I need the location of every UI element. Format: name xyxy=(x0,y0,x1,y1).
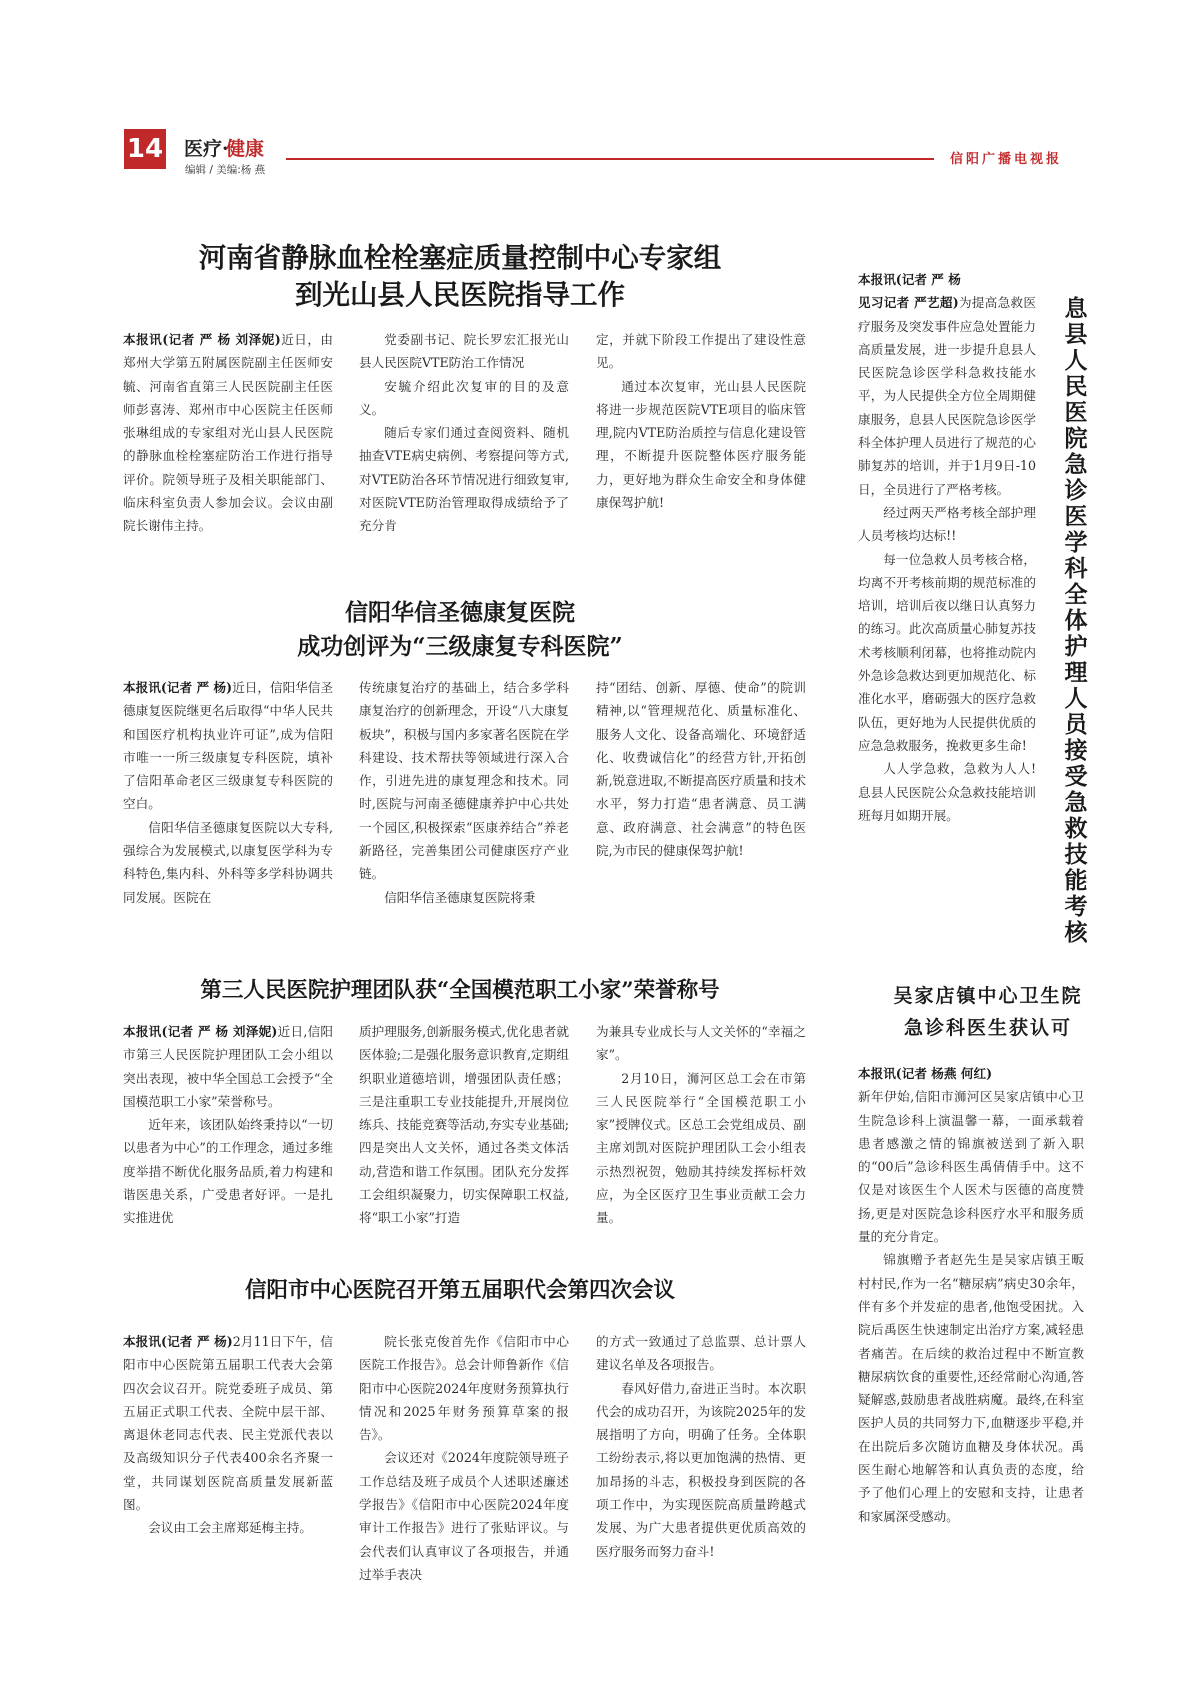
article1-paragraph: 随后专家们通过查阅资料、随机抽查VTE病史病例、考察提问等方式,对VTE防治各环节情况进行细致复审,对医院VTE防治管理取得成绩给予了充分肯 xyxy=(359,425,569,534)
article1-title-line2: 到光山县人民医院指导工作 xyxy=(295,279,625,311)
article4-column-1 xyxy=(123,1330,333,1540)
article4-paragraph: 院长张克俊首先作《信阳市中心医院工作报告》。总会计师鲁新作《信阳市中心医院2024年度财务预算执行情况和2025年财务预算草案的报告》。 xyxy=(359,1334,569,1443)
right-article2-title-line2: 急诊科医生获认可 xyxy=(903,1017,1072,1039)
article4-paragraph: 会议由工会主席郑延梅主持。 xyxy=(148,1520,312,1536)
right-article1-vertical-title: 息县人民医院急诊医学科全体护理人员接受急救技能考核 xyxy=(1064,295,1088,946)
page-number: 14 xyxy=(124,129,166,169)
article4-text: 2月11日下午，信阳市中心医院第五届职工代表大会第四次会议召开。院党委班子成员、第五届正式职工代表、全院中层干部、离退休老同志代表、民主党派代表以及高级知识分子代表400余名齐聚一堂，共同谋划医院高质量发展新蓝图。 xyxy=(123,1334,334,1513)
right-article1-text: 为提高急救医疗服务及突发事件应急处置能力高质量发展，进一步提升息县人民医院急诊医学科急救技能水平，为人民提供全方位全周期健康服务，息县人民医院急诊医学科全体护理人员进行了规范的心肺复苏的培训，并于1月9日-10日，全员进行了严格考核。 xyxy=(858,295,1036,497)
article2-column-3 xyxy=(596,676,806,862)
right-article2-paragraph: 锦旗赠予者赵先生是吴家店镇王畈村村民,作为一名“糖尿病”病史30余年，伴有多个并发症的患者,他饱受困扰。入院后禹医生快速制定出治疗方案,减轻患者痛苦。在后续的救治过程中不断宣教糖尿病饮食的重要性,还经常耐心沟通,答疑解惑,鼓励患者战胜病魔。最终,在科室医护人员的共同努力下,血糖逐步平稳,并在出院后多次随访血糖及身体状况。禹医生耐心地解答和认真负责的态度，给予了他们心理上的安慰和支持，让患者和家属深受感动。 xyxy=(858,1252,1084,1524)
right-article2-byline: 本报讯(记者 杨燕 何红) xyxy=(858,1066,993,1081)
article3-text: 近日,信阳市第三人民医院护理团队工会小组以突出表现，被中华全国总工会授予“全国模范职工小家”荣誉称号。 xyxy=(123,1024,333,1109)
article1-title-line1: 河南省静脉血栓栓塞症质量控制中心专家组 xyxy=(198,242,722,274)
article3-column-3 xyxy=(596,1020,806,1230)
right-article1-paragraph: 经过两天严格考核全部护理人员考核均达标!! xyxy=(858,504,1036,544)
section-name-accent: 健康 xyxy=(226,138,265,160)
article4-paragraph: 春风好借力,奋进正当时。本次职代会的成功召开，为该院2025年的发展指明了方向，明确了任务。全体职工纷纷表示,将以更加饱满的热情、更加昂扬的斗志，积极投身到医院的各项工作中，为实现医院高质量跨越式发展、为广大患者提供更优质高效的医疗服务而努力奋斗! xyxy=(596,1380,806,1559)
article2-title-line2: 成功创评为“三级康复专科医院” xyxy=(297,633,623,660)
right-article1-byline-a: 本报讯(记者 严 杨 xyxy=(858,272,961,287)
article1-paragraph: 定，并就下阶段工作提出了建设性意见。 xyxy=(596,332,806,371)
article2-headline xyxy=(120,596,800,664)
right-article1-body xyxy=(858,268,1036,827)
article3-byline: 本报讯(记者 严 杨 刘泽妮) xyxy=(123,1024,278,1039)
right-article2-headline xyxy=(858,980,1118,1044)
article2-paragraph: 持“团结、创新、厚德、使命”的院训精神,以“管理规范化、质量标准化、服务人文化、设备高端化、环境舒适化、收费诚信化”的经营方针,开拓创新,锐意进取,不断提高医疗质量和技术水平，努力打造“患者满意、员工满意、政府满意、社会满意”的特色医院,为市民的健康保驾护航! xyxy=(596,680,806,859)
right-article2-paragraph: 新年伊始,信阳市浉河区吴家店镇中心卫生院急诊科上演温馨一幕，一面承载着患者感激之情的锦旗被送到了新入职的“00后”急诊科医生禹倩倩手中。这不仅是对该医生个人医术与医德的高度赞扬,更是对医院急诊科医疗水平和服务质量的充分肯定。 xyxy=(858,1089,1084,1245)
editor-credit: 编辑 / 美编:杨 燕 xyxy=(185,164,266,176)
article3-title: 第三人民医院护理团队获“全国模范职工小家”荣誉称号 xyxy=(200,978,720,1003)
article2-paragraph: 传统康复治疗的基础上，结合多学科康复治疗的创新理念，开设“八大康复板块”，积极与国内多家著名医院在学科建设、技术帮扶等领域进行深入合作，引进先进的康复理念和技术。同时,医院与河南圣德健康养护中心共处一个园区,积极探索“医康养结合”养老新路径，完善集团公司健康医疗产业链。 xyxy=(359,680,569,882)
article1-paragraph: 安毓介绍此次复审的目的及意义。 xyxy=(359,378,569,417)
article3-column-2 xyxy=(359,1020,569,1230)
header-rule xyxy=(286,158,934,160)
article2-title-line1: 信阳华信圣德康复医院 xyxy=(345,599,575,626)
right-article1-paragraph: 人人学急救，急救为人人!息县人民医院公众急救技能培训班每月如期开展。 xyxy=(858,761,1036,823)
article2-paragraph: 信阳华信圣德康复医院将秉 xyxy=(384,889,536,905)
right-article2-title-line1: 吴家店镇中心卫生院 xyxy=(893,985,1083,1007)
article4-paragraph: 的方式一致通过了总监票、总计票人建议名单及各项报告。 xyxy=(596,1334,806,1373)
section-name: 医疗· xyxy=(184,138,229,160)
article1-headline xyxy=(120,240,800,314)
article3-paragraph: 2月10日，浉河区总工会在市第三人民医院举行“全国模范职工小家”授牌仪式。区总工会党组成员、副主席刘凯对医院护理团队工会小组表示热烈祝贺，勉励其持续发挥标杆效应，为全区医疗卫生事业贡献工会力量。 xyxy=(596,1070,806,1226)
article3-paragraph: 近年来，该团队始终秉持以“一切以患者为中心”的工作理念，通过多维度举措不断优化服务品质,着力构建和谐医患关系，广受患者好评。一是扎实推进优 xyxy=(123,1117,333,1226)
article1-byline: 本报讯(记者 严 杨 刘泽妮) xyxy=(123,332,281,347)
article3-headline xyxy=(120,975,800,1007)
newspaper-name: 信阳广播电视报 xyxy=(950,152,1063,167)
right-article2-body xyxy=(858,1062,1084,1528)
article1-paragraph: 党委副书记、院长罗宏汇报光山县人民医院VTE防治工作情况 xyxy=(359,332,569,371)
article3-paragraph: 质护理服务,创新服务模式,优化患者就医体验;二是强化服务意识教育,定期组织职业道德培训，增强团队责任感；三是注重职工专业技能提升,开展岗位练兵、技能竞赛等活动,夯实专业基础;四是突出人文关怀，通过各类文体活动,营造和谐工作氛围。团队充分发挥工会组织凝聚力，切实保障职工权益,将“职工小家”打造 xyxy=(359,1024,569,1226)
article2-byline: 本报讯(记者 严 杨) xyxy=(123,680,233,695)
article1-paragraph: 通过本次复审，光山县人民医院将进一步规范医院VTE项目的临床管理,院内VTE防治质控与信息化建设管理，不断提升医院整体医疗服务能力，更好地为群众生命安全和身体健康保驾护航! xyxy=(596,378,806,511)
right-article1-byline-b: 见习记者 严艺超) xyxy=(858,295,959,311)
article2-text: 近日，信阳华信圣德康复医院继更名后取得“中华人民共和国医疗机构执业许可证”,成为信阳市唯一一所三级康复专科医院，填补了信阳革命老区三级康复专科医院的空白。 xyxy=(123,680,334,812)
right-article1-paragraph: 每一位急救人员考核合格，均离不开考核前期的规范标准的培训，培训后夜以继日认真努力的练习。此次高质量心肺复苏技术考核顺利闭幕，也将推动院内外急诊急救达到更加规范化、标准化水平，磨砺强大的医疗急救队伍，更好地为人民提供优质的应急急救服务，挽救更多生命! xyxy=(858,551,1036,753)
article4-headline xyxy=(120,1275,800,1307)
article1-text: 近日，由郑州大学第五附属医院副主任医师安毓、河南省直第三人民医院副主任医师彭喜涛、郑州市中心医院主任医师张琳组成的专家组对光山县人民医院的静脉血栓栓塞症防治工作进行指导评价。院领导班子及相关职能部门、临床科室负责人参加会议。会议由副院长谢伟主持。 xyxy=(123,332,334,534)
article3-column-1 xyxy=(123,1020,333,1230)
article4-byline: 本报讯(记者 严 杨) xyxy=(123,1334,233,1349)
article4-title: 信阳市中心医院召开第五届职代会第四次会议 xyxy=(244,1278,675,1303)
article1-column-1 xyxy=(123,328,333,538)
article2-column-1 xyxy=(123,676,333,909)
article4-paragraph: 会议还对《2024年度院领导班子工作总结及班子成员个人述职述廉述学报告》《信阳市中心医院2024年度审计工作报告》进行了张贴评议。与会代表们认真审议了各项报告，并通过举手表决 xyxy=(359,1450,569,1582)
article1-column-3 xyxy=(596,328,806,514)
article2-column-2 xyxy=(359,676,569,909)
article2-paragraph: 信阳华信圣德康复医院以大专科,强综合为发展模式,以康复医学科为专科特色,集内科、外科等多学科协调共同发展。医院在 xyxy=(123,819,333,905)
article4-column-2 xyxy=(359,1330,569,1586)
article4-column-3 xyxy=(596,1330,806,1563)
article1-column-2 xyxy=(359,328,569,538)
article3-paragraph: 为兼具专业成长与人文关怀的“幸福之家”。 xyxy=(596,1024,806,1063)
